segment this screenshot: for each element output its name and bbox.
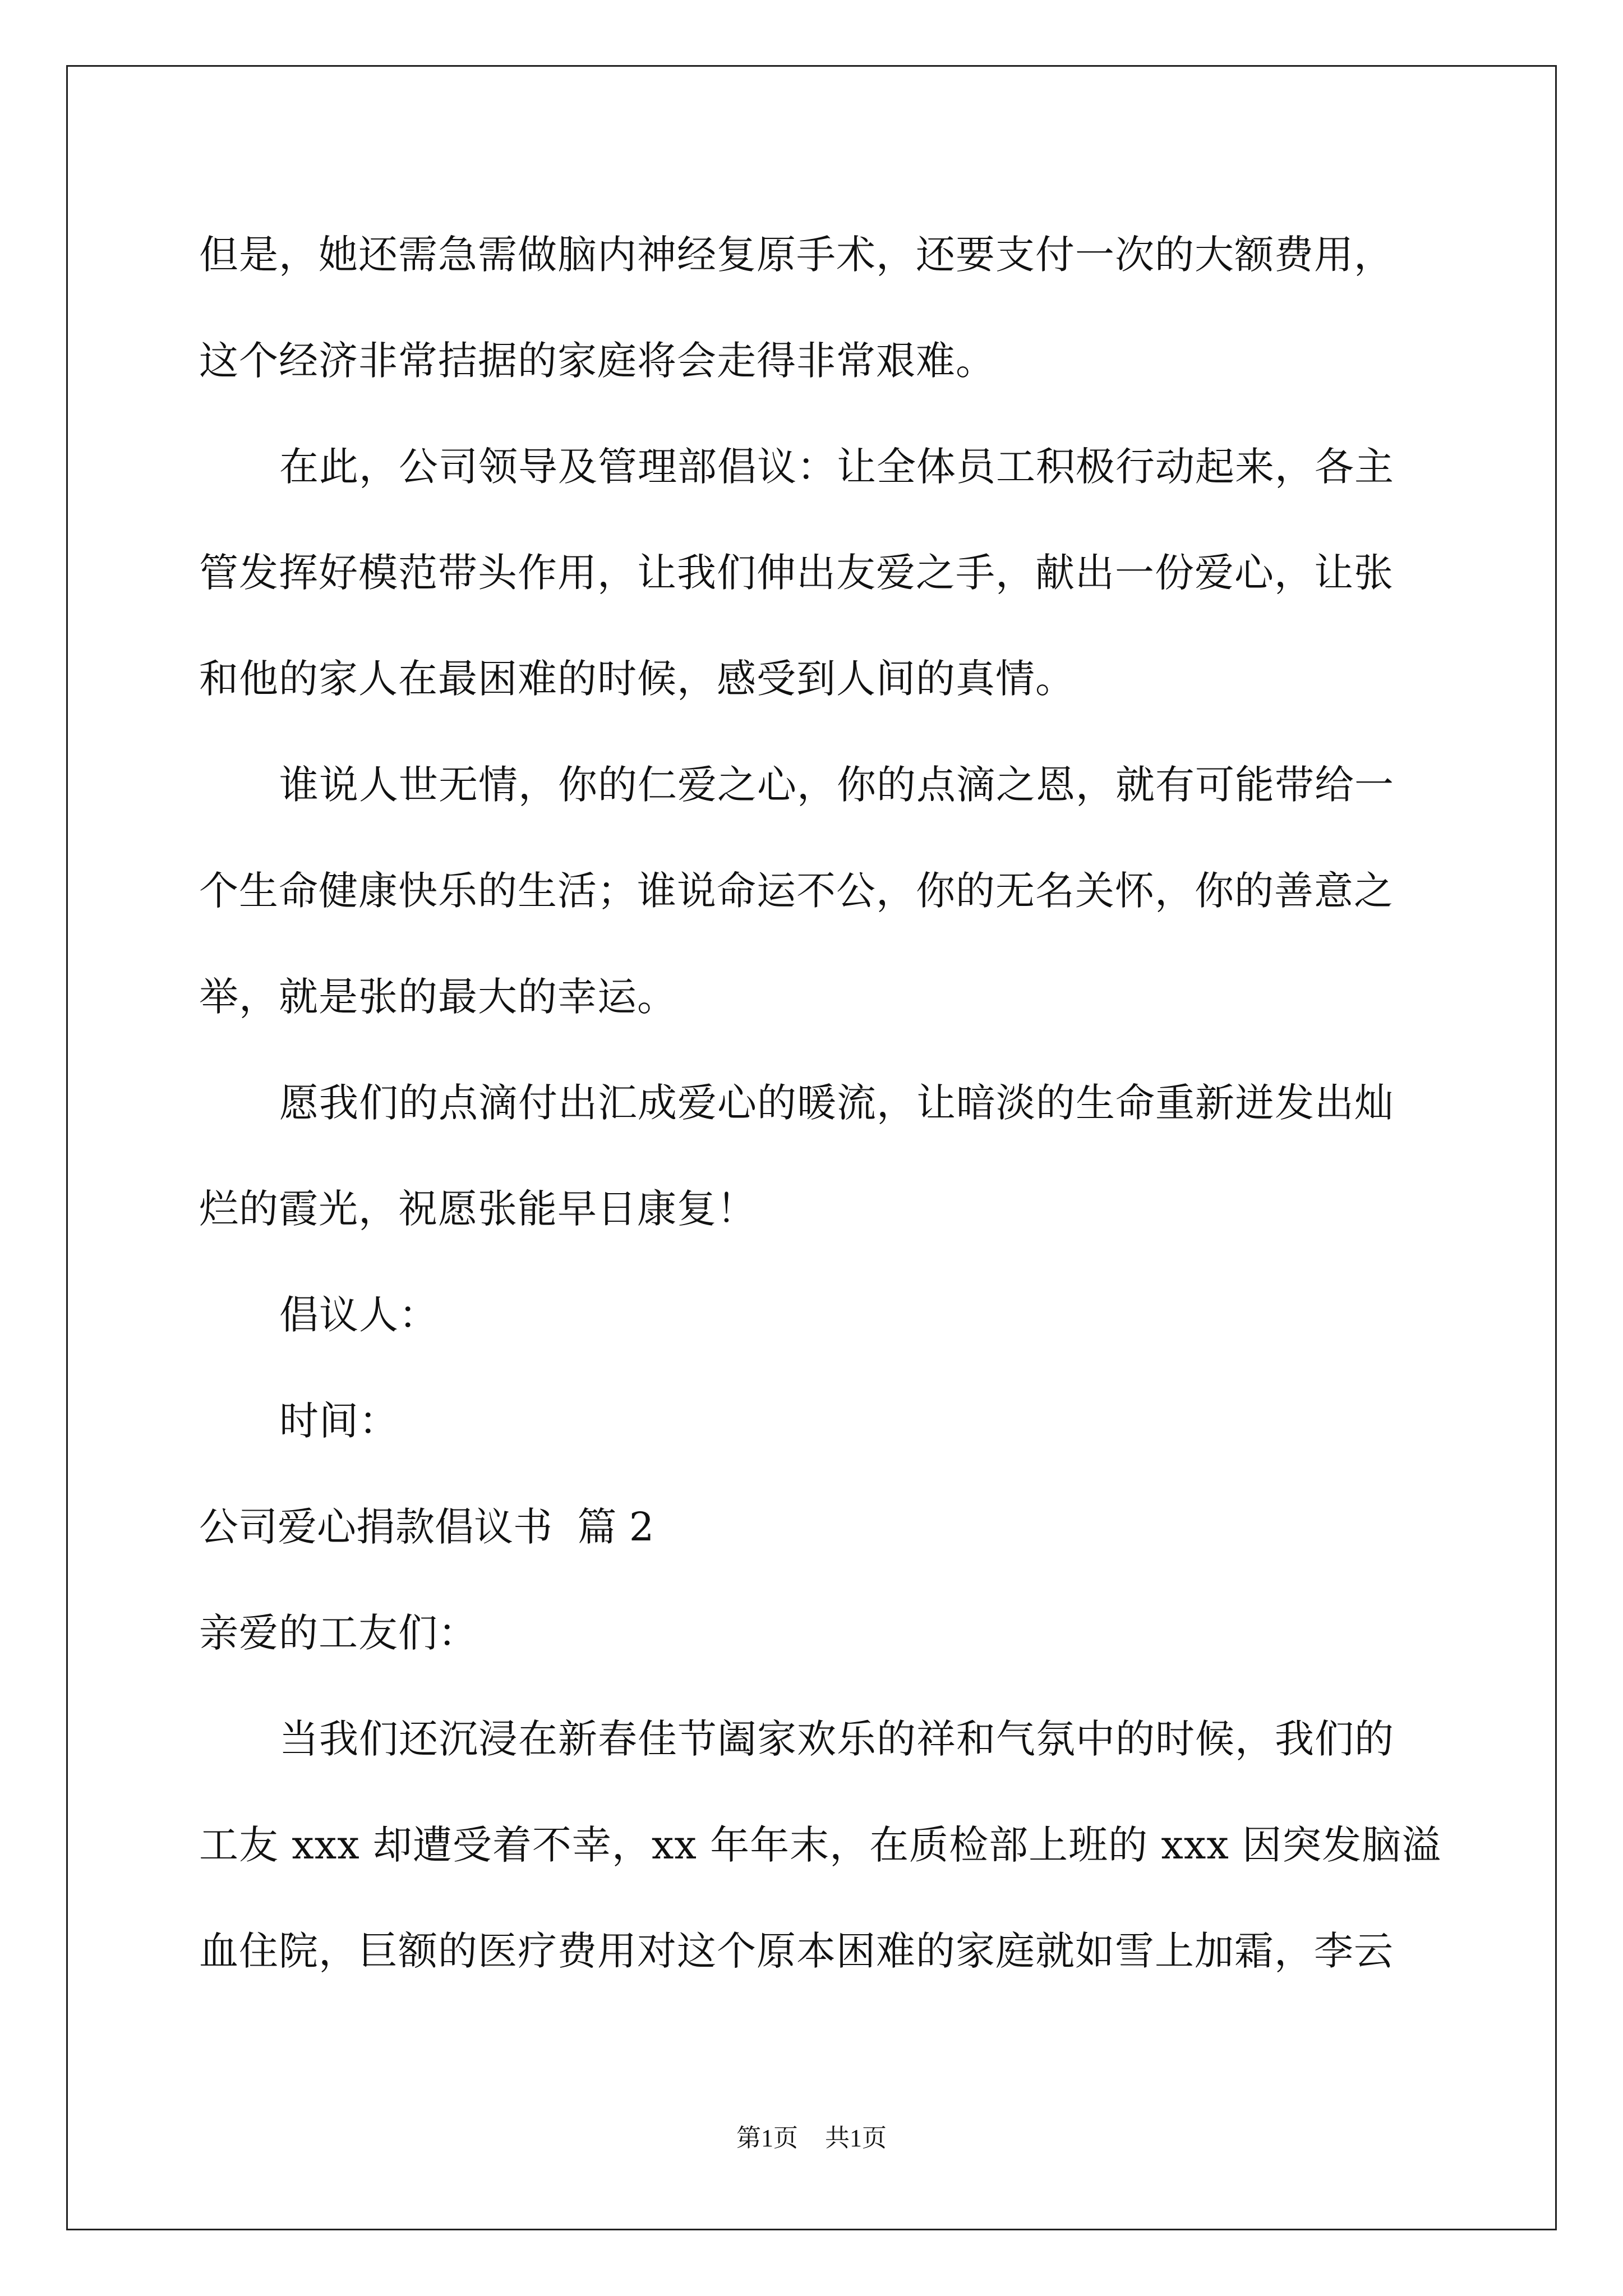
paragraph-line: 工友 xxx 却遭受着不幸，xx 年年末，在质检部上班的 xxx 因突发脑溢 [199, 1822, 1442, 1868]
paragraph-line: 在此，公司领导及管理部倡议：让全体员工积极行动起来，各主 [279, 444, 1394, 490]
section-title: 公司爱心捐款倡议书 篇 2 [199, 1504, 654, 1550]
paragraph-line: 举，就是张的最大的幸运。 [199, 974, 677, 1020]
page-number-current: 第1页 [736, 2124, 798, 2152]
paragraph-line: 和他的家人在最困难的时候，感受到人间的真情。 [199, 656, 1075, 702]
paragraph-line: 谁说人世无情，你的仁爱之心，你的点滴之恩，就有可能带给一 [279, 762, 1394, 808]
proposer-label: 倡议人： [279, 1292, 439, 1338]
page-footer [0, 2118, 1623, 2154]
paragraph-line: 烂的霞光，祝愿张能早日康复！ [199, 1186, 757, 1232]
paragraph-line: 愿我们的点滴付出汇成爱心的暖流，让暗淡的生命重新迸发出灿 [279, 1080, 1394, 1126]
page-number-total: 共1页 [825, 2124, 887, 2152]
paragraph-line: 个生命健康快乐的生活；谁说命运不公，你的无名关怀，你的善意之 [199, 868, 1394, 914]
paragraph-line: 但是，她还需急需做脑内神经复原手术，还要支付一次的大额费用， [199, 232, 1394, 278]
paragraph-line: 当我们还沉浸在新春佳节阖家欢乐的祥和气氛中的时候，我们的 [279, 1716, 1394, 1762]
paragraph-line: 管发挥好模范带头作用，让我们伸出友爱之手，献出一份爱心，让张 [199, 550, 1394, 596]
time-label: 时间： [279, 1398, 399, 1444]
paragraph-line: 血住院，巨额的医疗费用对这个原本困难的家庭就如雪上加霜，李云 [199, 1928, 1394, 1974]
salutation: 亲爱的工友们： [199, 1610, 478, 1656]
document-body [199, 202, 1442, 2004]
paragraph-line: 这个经济非常拮据的家庭将会走得非常艰难。 [199, 338, 995, 384]
